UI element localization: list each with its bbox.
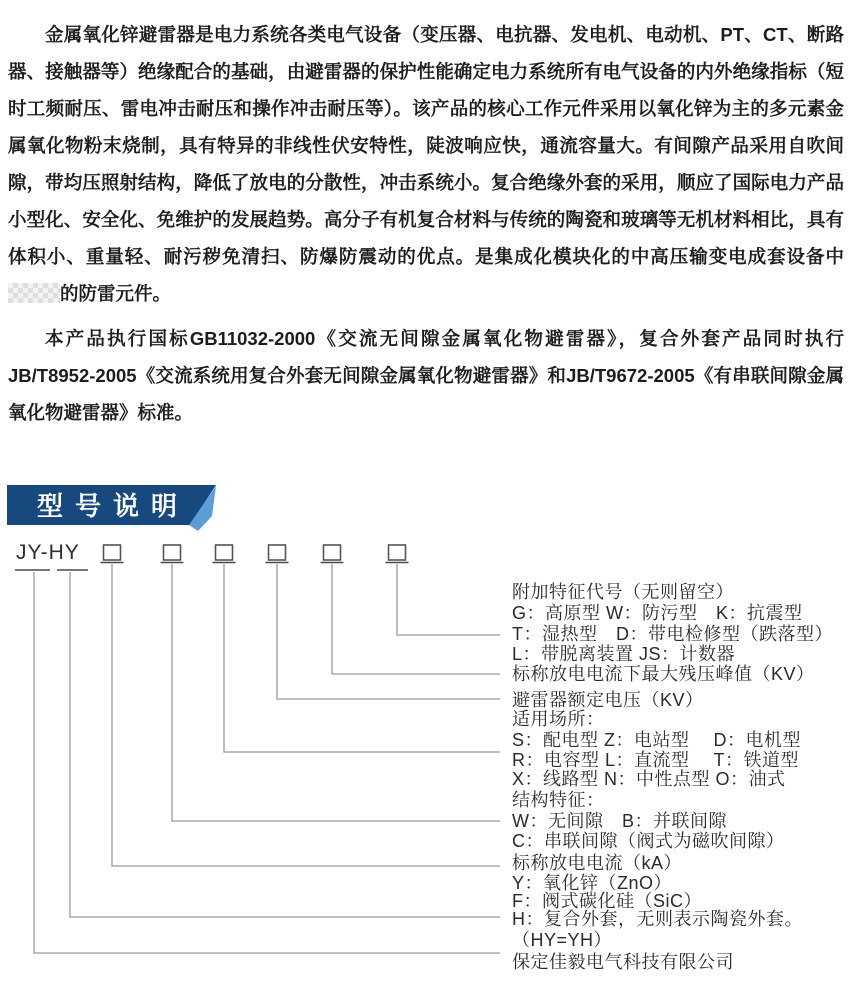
intro-paragraph-1 [8, 16, 844, 312]
legend-row: 标称放电电流（kA） [512, 853, 683, 873]
model-code-box [389, 545, 406, 560]
code-underlines [15, 563, 409, 571]
legend-row: W：无间隙 B：并联间隙 [512, 811, 727, 831]
legend-row: L：带脱离装置 JS：计数器 [512, 644, 736, 664]
model-code-box [104, 545, 121, 560]
connector-box3-application [224, 564, 500, 752]
legend-row: 结构特征： [512, 790, 605, 810]
intro-paragraph-1-tail: 的防雷元件。 [60, 283, 172, 304]
connector-lines [34, 564, 500, 953]
legend-row: 标称放电电流下最大残压峰值（KV） [512, 664, 815, 684]
section-title: 型号说明 [37, 491, 190, 521]
model-prefix: JY-HY [16, 541, 80, 564]
legend-row: X：线路型 N：中性点型 O：油式 [512, 769, 786, 789]
intro-paragraph-1-text: 金属氧化锌避雷器是电力系统各类电气设备（变压器、电抗器、发电机、电动机、PT、CT、断路器、接触器等）绝缘配合的基础，由避雷器的保护性能确定电力系统所有电气设备的内外绝缘指标（短时工频耐压、雷电冲击耐压和操作冲击耐压等）。该产品的核心工作元件采用以氧化锌为主的多元素金属氧化物粉末烧制，具有特异的非线性伏安特性，陡波响应快，通流容量大。有间隙产品采用自吹间隙，带均压照射结构，降低了放电的分散性，冲击系统小。复合绝缘外套的采用，顺应了国际电力产品小型化、安全化、免维护的发展趋势。高分子有机复合材料与传统的陶瓷和玻璃等无机材料相比，具有体积小、重量轻、耐污秽免清扫、防爆防震动的优点。是集成化模块化的中高压输变电成套设备中 [8, 24, 844, 267]
connector-box4-rated-voltage [277, 564, 500, 699]
connector-box2-structure [172, 564, 500, 821]
model-code-box [164, 545, 181, 560]
legend-row: F：阀式碳化硅（SiC） [512, 891, 702, 911]
legend-row: T：湿热型 D：带电检修型（跌落型） [512, 624, 833, 644]
legend-row: G：高原型 W：防污型 K：抗震型 [512, 603, 803, 623]
connector-box5-residual-voltage [332, 564, 500, 674]
model-code-box [269, 545, 286, 560]
censored-mosaic [8, 283, 60, 303]
legend-row: R：电容型 L：直流型 T：铁道型 [512, 750, 800, 770]
legend-row: S：配电型 Z：电站型 D：电机型 [512, 730, 802, 750]
legend-row: Y：氧化锌（ZnO） [512, 873, 673, 893]
legend-row: C：串联间隙（阀式为磁吹间隙） [512, 831, 785, 851]
legend-row: （HY=YH） [512, 930, 613, 950]
intro-paragraph-2: 本产品执行国标GB11032-2000《交流无间隙金属氧化物避雷器》，复合外套产品同时执行JB/T8952-2005《交流系统用复合外套无间隙金属氧化物避雷器》和JB/T9672-2005《有串联间隙金属氧化物避雷器》标准。 [8, 328, 844, 423]
legend-row: H：复合外套，无则表示陶瓷外套。 [512, 909, 803, 929]
connector-hy-housing [70, 572, 500, 917]
legend-row: 附加特征代号（无则留空） [512, 582, 734, 602]
legend-row company-name: 保定佳毅电气科技有限公司 [512, 952, 734, 972]
legend-row: 避雷器额定电压（KV） [512, 690, 704, 710]
model-code-box [324, 545, 341, 560]
legend-row: 适用场所： [512, 709, 605, 729]
model-code-box [216, 545, 233, 560]
intro-section [0, 0, 850, 431]
connector-jy-company [34, 572, 500, 953]
model-code-boxes [104, 545, 406, 560]
connector-box6-additional-feature [397, 564, 500, 635]
